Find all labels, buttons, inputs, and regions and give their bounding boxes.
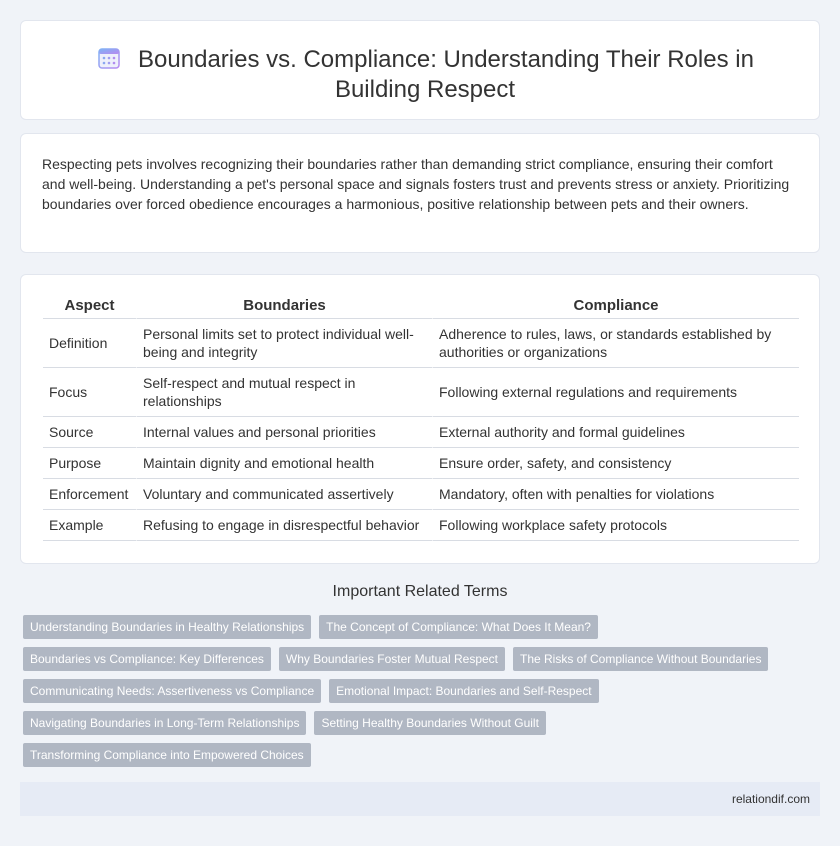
header-card (20, 20, 820, 120)
table-cell: Internal values and personal priorities (136, 417, 432, 448)
footer (20, 782, 820, 816)
comparison-table-card (20, 274, 820, 564)
title-wrap (51, 45, 799, 105)
table-row (43, 479, 799, 510)
intro-paragraph: Respecting pets involves recognizing their boundaries rather than demanding strict compliance, ensuring their comfort and well-being. Understanding a pet's personal space and signals fosters trust and prevents stress or anxiety. Prioritizing boundaries over forced obedience encourages a harmonious, positive relationship between pets and their owners. (42, 156, 790, 212)
table-row (43, 510, 799, 541)
related-term-tag[interactable]: Boundaries vs Compliance: Key Differences (23, 647, 271, 671)
intro-card (20, 133, 820, 253)
table-header-row (43, 297, 799, 319)
table-cell: Adherence to rules, laws, or standards established by authorities or organizations (432, 319, 799, 368)
tag-row (23, 615, 803, 639)
table-cell: External authority and formal guidelines (432, 417, 799, 448)
column-header-boundaries: Boundaries (136, 297, 432, 319)
page-title: Boundaries vs. Compliance: Understanding Their Roles in Building Respect (138, 46, 754, 103)
table-cell: Personal limits set to protect individual well-being and integrity (136, 319, 432, 368)
table-cell: Ensure order, safety, and consistency (432, 448, 799, 479)
table-cell: Self-respect and mutual respect in relationships (136, 368, 432, 417)
related-term-tag[interactable]: The Risks of Compliance Without Boundaries (513, 647, 768, 671)
table-row (43, 417, 799, 448)
tag-row (23, 647, 803, 671)
calendar-icon (96, 45, 122, 71)
related-term-tag[interactable]: Transforming Compliance into Empowered Choices (23, 743, 311, 767)
table-cell: Purpose (43, 448, 136, 479)
related-terms-tags (23, 615, 803, 775)
related-term-tag[interactable]: Why Boundaries Foster Mutual Respect (279, 647, 505, 671)
comparison-table (43, 297, 799, 541)
table-cell: Following external regulations and requirements (432, 368, 799, 417)
table-cell: Enforcement (43, 479, 136, 510)
tag-row (23, 711, 803, 735)
table-cell: Example (43, 510, 136, 541)
related-terms-title: Important Related Terms (332, 583, 508, 600)
column-header-compliance: Compliance (432, 297, 799, 319)
related-term-tag[interactable]: Communicating Needs: Assertiveness vs Compliance (23, 679, 321, 703)
table-cell: Maintain dignity and emotional health (136, 448, 432, 479)
table-cell: Following workplace safety protocols (432, 510, 799, 541)
table-row (43, 368, 799, 417)
table-row (43, 319, 799, 368)
table-cell: Focus (43, 368, 136, 417)
related-term-tag[interactable]: Emotional Impact: Boundaries and Self-Respect (329, 679, 598, 703)
related-term-tag[interactable]: Setting Healthy Boundaries Without Guilt (314, 711, 545, 735)
table-cell: Source (43, 417, 136, 448)
tag-row (23, 679, 803, 703)
table-cell: Mandatory, often with penalties for violations (432, 479, 799, 510)
related-term-tag[interactable]: Understanding Boundaries in Healthy Relationships (23, 615, 311, 639)
tag-row (23, 743, 803, 767)
table-row (43, 448, 799, 479)
related-term-tag[interactable]: Navigating Boundaries in Long-Term Relationships (23, 711, 306, 735)
related-term-tag[interactable]: The Concept of Compliance: What Does It Mean? (319, 615, 598, 639)
table-cell: Refusing to engage in disrespectful behavior (136, 510, 432, 541)
column-header-aspect: Aspect (43, 297, 136, 319)
footer-site-link[interactable]: relationdif.com (731, 792, 810, 806)
table-cell: Voluntary and communicated assertively (136, 479, 432, 510)
table-cell: Definition (43, 319, 136, 368)
